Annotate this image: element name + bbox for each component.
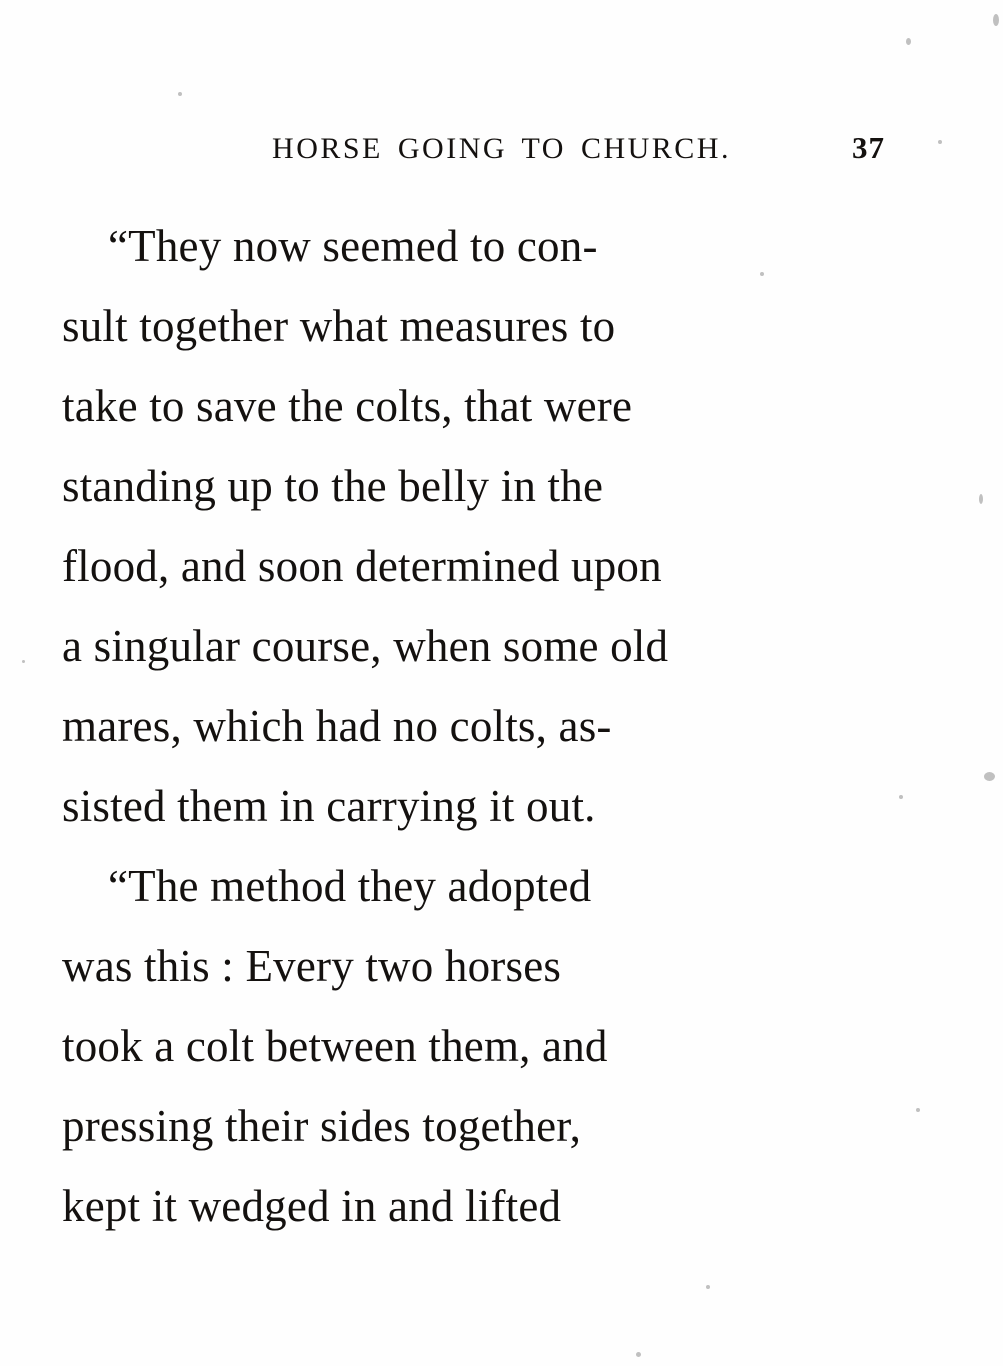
text-line-content: took a colt between them, and — [62, 1021, 608, 1071]
scan-speck — [993, 14, 999, 26]
scan-speck — [906, 38, 911, 45]
text-line — [62, 206, 878, 286]
text-line — [62, 1006, 878, 1086]
text-line — [62, 1086, 878, 1166]
text-line — [62, 526, 878, 606]
text-line — [62, 926, 878, 1006]
text-line-content: was this : Every two horses — [62, 941, 562, 991]
text-line — [62, 686, 878, 766]
text-line-content: standing up to the belly in the — [62, 461, 604, 511]
text-line — [62, 1166, 878, 1246]
page-number: 37 — [852, 130, 885, 165]
scan-speck — [984, 772, 995, 781]
text-line-content: mares, which had no colts, as- — [62, 701, 612, 751]
text-line — [62, 766, 878, 846]
scan-speck — [916, 1108, 920, 1112]
text-line-content: sult together what measures to — [62, 301, 616, 351]
text-line — [62, 366, 878, 446]
running-head-title: HORSE GOING TO CHURCH. — [272, 132, 731, 165]
text-line-content: flood, and soon determined upon — [62, 541, 662, 591]
text-line-content: kept it wedged in and lifted — [62, 1181, 562, 1231]
scan-speck — [979, 494, 983, 504]
text-line-content: “The method they adopted — [108, 861, 592, 911]
text-line — [62, 606, 878, 686]
text-line — [62, 846, 878, 926]
text-line-content: take to save the colts, that were — [62, 381, 633, 431]
scan-speck — [899, 795, 903, 799]
text-line — [62, 446, 878, 526]
text-line — [62, 286, 878, 366]
scan-speck — [636, 1352, 641, 1357]
scan-speck — [706, 1285, 710, 1289]
page-body — [62, 206, 878, 1246]
text-line-content: “They now seemed to con- — [108, 221, 598, 271]
scan-speck — [22, 660, 25, 663]
text-line-content: sisted them in carrying it out. — [62, 781, 596, 831]
text-line-content: pressing their sides together, — [62, 1101, 582, 1151]
scan-speck — [178, 92, 182, 96]
text-line-content: a singular course, when some old — [62, 621, 669, 671]
